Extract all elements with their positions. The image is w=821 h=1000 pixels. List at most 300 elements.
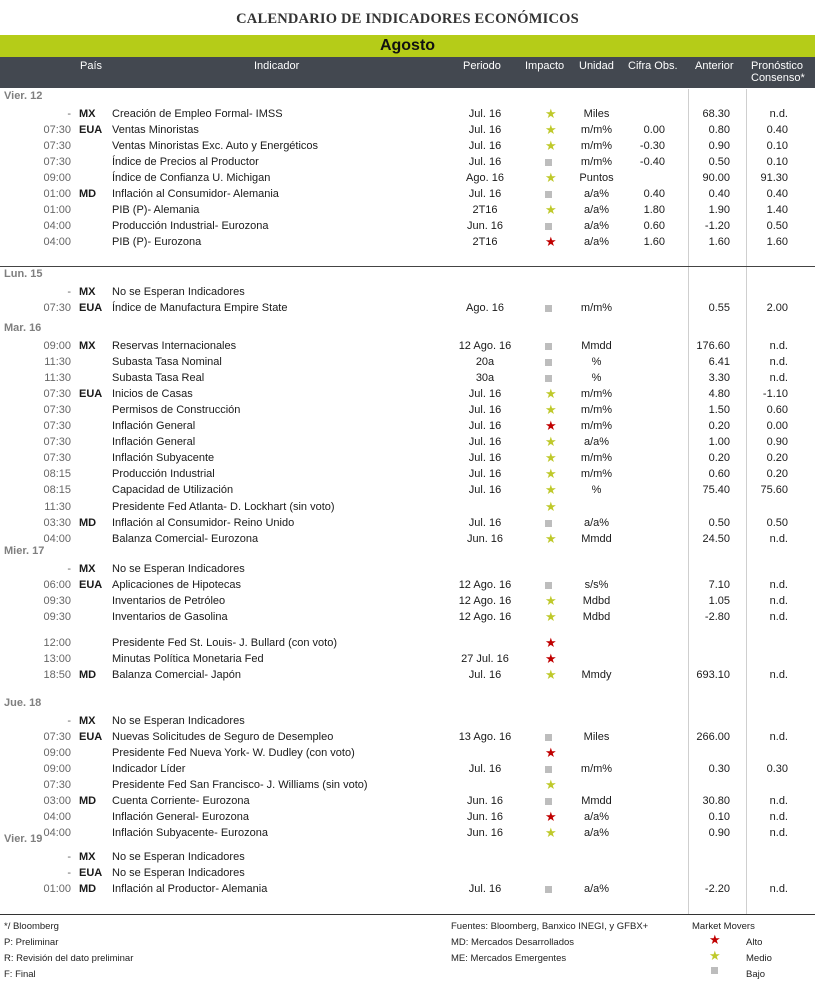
- row-indicator: Capacidad de Utilización: [112, 484, 234, 497]
- row-previous: 1.50: [708, 404, 730, 417]
- row-period: 2T16: [472, 236, 498, 249]
- row-forecast: n.d.: [769, 340, 788, 352]
- row-indicator: Producción Industrial: [112, 468, 215, 481]
- row-indicator: No se Esperan Indicadores: [112, 715, 245, 727]
- row-period: Jul. 16: [468, 516, 502, 529]
- row-period: 20a: [475, 356, 495, 369]
- table-row: 07:30 Permisos de Construcción Jul. 16 ★ m/m% 1.50 0.60: [0, 402, 815, 418]
- row-unit: Miles: [583, 731, 610, 744]
- row-indicator: No se Esperan Indicadores: [112, 851, 245, 863]
- row-previous: 1.60: [708, 236, 730, 249]
- note-revision: R: Revisión del dato preliminar: [4, 953, 134, 964]
- month-banner: Agosto: [0, 35, 815, 57]
- row-period: 30a: [475, 372, 495, 385]
- row-unit: m/m%: [580, 156, 613, 169]
- table-row: 07:30 Inflación General Jul. 16 ★ a/a% 1.00 0.90: [0, 434, 815, 450]
- header-indicator: Indicador: [254, 60, 300, 72]
- row-country: MD: [79, 795, 97, 808]
- row-country: MX: [79, 286, 96, 298]
- row-time: 11:30: [44, 500, 71, 513]
- day-label: Mier. 17: [4, 545, 45, 557]
- table-row: [0, 218, 815, 234]
- header-previous: Anterior: [695, 60, 734, 72]
- row-previous: 3.30: [708, 372, 730, 385]
- row-country: MD: [79, 883, 97, 896]
- table-row: 04:00 PIB (P)- Eurozona 2T16 ★ a/a% 1.60 1.60 1.60: [0, 234, 815, 250]
- row-forecast: 0.50: [766, 220, 788, 233]
- legend-high-icon: ★: [709, 932, 721, 947]
- row-period: Ago. 16: [466, 172, 504, 185]
- row-period: Ago. 16: [466, 302, 504, 315]
- row-indicator: Inventarios de Petróleo: [112, 595, 226, 608]
- row-indicator: Balanza Comercial- Eurozona: [112, 532, 259, 545]
- row-previous: 0.90: [708, 140, 730, 153]
- row-time: -: [67, 851, 71, 863]
- row-period: Jul. 16: [468, 669, 502, 682]
- row-indicator: No se Esperan Indicadores: [112, 286, 245, 298]
- row-period: Jun. 16: [466, 220, 504, 233]
- legend-medium-icon: ★: [709, 948, 721, 963]
- row-indicator: Inventarios de Gasolina: [112, 611, 228, 624]
- header-unit: Unidad: [579, 60, 614, 72]
- table-row: [0, 577, 815, 593]
- row-indicator: Presidente Fed Nueva York- W. Dudley (con voto): [112, 747, 355, 760]
- table-row: [0, 881, 815, 897]
- page-title: CALENDARIO DE INDICADORES ECONÓMICOS: [236, 11, 579, 27]
- row-time: 04:00: [43, 236, 71, 249]
- row-unit: a/a%: [583, 236, 610, 249]
- row-indicator: Subasta Tasa Nominal: [112, 356, 222, 369]
- row-time: 11:30: [44, 372, 71, 385]
- row-country: EUA: [79, 388, 103, 401]
- row-previous: 266.00: [696, 731, 730, 744]
- row-country: MX: [79, 108, 96, 120]
- header-forecast-sub: Consenso*: [751, 72, 805, 84]
- table-row: 04:00 Inflación General- Eurozona Jun. 16 ★ a/a% 0.10 n.d.: [0, 809, 815, 825]
- row-indicator: Inicios de Casas: [112, 388, 193, 401]
- row-unit: a/a%: [583, 827, 610, 840]
- row-country: MD: [79, 516, 97, 529]
- row-observed: 1.80: [643, 204, 665, 217]
- row-previous: 4.80: [708, 388, 730, 401]
- row-unit: m/m%: [580, 404, 613, 417]
- table-row: [0, 186, 815, 202]
- row-forecast: 91.30: [760, 172, 788, 185]
- table-row: - MX Creación de Empleo Formal- IMSS Jul. 16 ★ Miles 68.30 n.d.: [0, 106, 815, 122]
- row-observed: 0.60: [643, 220, 665, 233]
- table-row: 08:15 Producción Industrial Jul. 16 ★ m/m% 0.60 0.20: [0, 466, 815, 482]
- row-country: MX: [79, 851, 96, 863]
- row-forecast: n.d.: [769, 356, 788, 369]
- me-note: ME: Mercados Emergentes: [451, 953, 567, 964]
- row-forecast: 75.60: [760, 484, 788, 497]
- legend-title: Market Movers: [692, 921, 755, 932]
- day-label: Mar. 16: [4, 322, 42, 334]
- row-time: -: [67, 286, 71, 298]
- row-time: 11:30: [44, 356, 71, 369]
- row-time: -: [67, 563, 71, 575]
- table-row: [0, 284, 815, 300]
- row-previous: 1.00: [708, 436, 730, 449]
- row-forecast: 0.50: [766, 516, 788, 529]
- row-unit: Mmdd: [581, 795, 612, 808]
- row-previous: 0.90: [708, 827, 730, 840]
- row-previous: 693.10: [696, 669, 730, 682]
- row-period: 13 Ago. 16: [458, 731, 512, 744]
- row-forecast: n.d.: [769, 372, 788, 385]
- row-unit: m/m%: [580, 468, 613, 481]
- table-header: [0, 57, 815, 88]
- table-row: [0, 154, 815, 170]
- row-forecast: 0.30: [766, 763, 788, 776]
- row-time: -: [67, 715, 71, 727]
- row-unit: a/a%: [583, 436, 610, 449]
- row-forecast: 1.60: [766, 236, 788, 249]
- row-period: Jul. 16: [468, 420, 502, 433]
- table-row: [0, 370, 815, 386]
- footer-divider: [0, 914, 815, 915]
- row-time: 07:30: [43, 302, 71, 315]
- row-indicator: Inflación General: [112, 420, 196, 433]
- row-country: MX: [79, 563, 96, 575]
- row-forecast: 0.20: [766, 452, 788, 465]
- row-forecast: n.d.: [769, 108, 788, 120]
- row-indicator: No se Esperan Indicadores: [112, 563, 245, 575]
- row-country: MX: [79, 715, 96, 727]
- row-indicator: Reservas Internacionales: [112, 340, 237, 352]
- row-period: Jul. 16: [468, 763, 502, 776]
- table-row: 12:00 Presidente Fed St. Louis- J. Bullard (con voto) ★: [0, 635, 815, 651]
- row-period: 27 Jul. 16: [461, 653, 509, 666]
- row-unit: %: [591, 484, 602, 497]
- note-final: F: Final: [4, 969, 36, 980]
- table-row: [0, 354, 815, 370]
- row-time: 08:15: [43, 468, 71, 481]
- legend-high-label: Alto: [746, 937, 763, 948]
- table-row: 07:30 EUA Ventas Minoristas Jul. 16 ★ m/m% 0.00 0.80 0.40: [0, 122, 815, 138]
- table-row: 07:30 Inflación General Jul. 16 ★ m/m% 0.20 0.00: [0, 418, 815, 434]
- row-time: 01:00: [43, 204, 71, 217]
- row-time: 07:30: [43, 436, 71, 449]
- row-forecast: n.d.: [769, 811, 788, 824]
- row-indicator: Presidente Fed St. Louis- J. Bullard (con voto): [112, 637, 337, 650]
- table-row: 04:00 Balanza Comercial- Eurozona Jun. 16 ★ Mmdd 24.50 n.d.: [0, 531, 815, 547]
- row-forecast: n.d.: [769, 731, 788, 744]
- row-unit: Mmdd: [581, 340, 612, 352]
- row-indicator: Producción Industrial- Eurozona: [112, 220, 269, 233]
- row-period: Jul. 16: [468, 404, 502, 417]
- row-unit: m/m%: [580, 140, 613, 153]
- row-indicator: Inflación al Productor- Alemania: [112, 883, 268, 896]
- row-indicator: Balanza Comercial- Japón: [112, 669, 242, 682]
- row-previous: 0.40: [708, 188, 730, 201]
- row-unit: Miles: [583, 108, 610, 120]
- table-row: 18:50 MD Balanza Comercial- Japón Jul. 16 ★ Mmdy 693.10 n.d.: [0, 667, 815, 683]
- row-indicator: Inflación al Consumidor- Reino Unido: [112, 516, 295, 529]
- row-period: Jul. 16: [468, 436, 502, 449]
- header-impact: Impacto: [525, 60, 565, 72]
- row-previous: 0.50: [708, 516, 730, 529]
- row-time: 09:30: [43, 611, 71, 624]
- row-previous: 176.60: [696, 340, 730, 352]
- note-bloomberg: */ Bloomberg: [4, 921, 59, 932]
- row-period: 12 Ago. 16: [458, 611, 512, 624]
- table-row: 09:30 Inventarios de Petróleo 12 Ago. 16 ★ Mdbd 1.05 n.d.: [0, 593, 815, 609]
- legend-low-icon: [711, 962, 718, 977]
- row-indicator: Inflación General: [112, 436, 196, 449]
- row-observed: -0.40: [639, 156, 665, 169]
- row-forecast: 2.00: [766, 302, 788, 315]
- row-period: Jun. 16: [466, 811, 504, 824]
- row-unit: m/m%: [580, 124, 613, 137]
- table-row: [0, 300, 815, 316]
- table-row: [0, 793, 815, 809]
- row-forecast: 1.40: [766, 204, 788, 217]
- row-period: 12 Ago. 16: [458, 595, 512, 608]
- row-indicator: Índice de Confianza U. Michigan: [112, 172, 271, 185]
- row-unit: m/m%: [580, 420, 613, 433]
- row-forecast: 0.60: [766, 404, 788, 417]
- row-indicator: Inflación Subyacente- Eurozona: [112, 827, 268, 840]
- row-forecast: 0.40: [766, 188, 788, 201]
- row-previous: 0.30: [708, 763, 730, 776]
- row-previous: 0.20: [708, 452, 730, 465]
- row-period: Jun. 16: [466, 795, 504, 808]
- row-time: 07:30: [43, 779, 71, 792]
- row-time: 03:30: [43, 516, 71, 529]
- row-time: 12:00: [43, 637, 71, 650]
- table-row: 09:00 Índice de Confianza U. Michigan Ago. 16 ★ Puntos 90.00 91.30: [0, 170, 815, 186]
- row-forecast: n.d.: [769, 883, 788, 896]
- table-row: [0, 338, 815, 354]
- row-unit: m/m%: [580, 763, 613, 776]
- row-indicator: Índice de Precios al Productor: [112, 156, 259, 169]
- row-country: EUA: [79, 731, 103, 744]
- row-previous: 1.90: [708, 204, 730, 217]
- table-row: 13:00 Minutas Política Monetaria Fed 27 Jul. 16 ★: [0, 651, 815, 667]
- row-forecast: 0.10: [766, 140, 788, 153]
- row-time: -: [67, 108, 71, 120]
- row-previous: 68.30: [702, 108, 730, 120]
- row-unit: a/a%: [583, 883, 610, 896]
- row-forecast: -1.10: [762, 388, 788, 401]
- note-preliminar: P: Preliminar: [4, 937, 59, 948]
- table-row: [0, 515, 815, 531]
- row-time: 09:00: [43, 340, 71, 352]
- row-country: EUA: [79, 124, 103, 137]
- table-row: [0, 561, 815, 577]
- row-forecast: 0.00: [766, 420, 788, 433]
- row-unit: Mmdd: [581, 532, 612, 545]
- row-previous: 1.05: [708, 595, 730, 608]
- row-forecast: 0.20: [766, 468, 788, 481]
- row-time: 13:00: [43, 653, 71, 666]
- row-country: MX: [79, 340, 96, 352]
- row-unit: %: [591, 372, 602, 385]
- row-indicator: Minutas Política Monetaria Fed: [112, 653, 264, 666]
- table-row: 09:00 Presidente Fed Nueva York- W. Dudley (con voto) ★: [0, 745, 815, 761]
- table-row: [0, 849, 815, 865]
- row-period: Jul. 16: [468, 452, 502, 465]
- row-indicator: No se Esperan Indicadores: [112, 867, 245, 880]
- row-previous: 0.50: [708, 156, 730, 169]
- table-row: [0, 761, 815, 777]
- row-time: 07:30: [43, 731, 71, 744]
- row-unit: a/a%: [583, 220, 610, 233]
- row-time: 09:00: [43, 763, 71, 776]
- row-country: MD: [79, 188, 97, 201]
- row-previous: 6.41: [708, 356, 730, 369]
- section-divider: [0, 266, 815, 267]
- row-previous: 90.00: [702, 172, 730, 185]
- row-previous: 0.80: [708, 124, 730, 137]
- sources-text: Fuentes: Bloomberg, Banxico INEGI, y GFBX+: [451, 921, 649, 932]
- row-time: 07:30: [43, 140, 71, 153]
- legend-medium-label: Medio: [746, 953, 772, 964]
- row-indicator: PIB (P)- Eurozona: [112, 236, 202, 249]
- row-forecast: 0.90: [766, 436, 788, 449]
- row-period: Jul. 16: [468, 883, 502, 896]
- row-indicator: Cuenta Corriente- Eurozona: [112, 795, 250, 808]
- row-unit: Mdbd: [582, 611, 611, 624]
- row-unit: Mdbd: [582, 595, 611, 608]
- row-time: 07:30: [43, 156, 71, 169]
- row-time: 04:00: [43, 811, 71, 824]
- row-previous: 24.50: [702, 532, 730, 545]
- row-indicator: Indicador Líder: [112, 763, 186, 776]
- row-indicator: Ventas Minoristas: [112, 124, 199, 137]
- row-country: EUA: [79, 579, 103, 592]
- row-unit: m/m%: [580, 452, 613, 465]
- table-row: 07:30 Ventas Minoristas Exc. Auto y Energéticos Jul. 16 ★ m/m% -0.30 0.90 0.10: [0, 138, 815, 154]
- row-previous: -2.80: [704, 611, 730, 624]
- row-period: Jun. 16: [466, 532, 504, 545]
- row-time: 03:00: [43, 795, 71, 808]
- row-time: 07:30: [43, 452, 71, 465]
- row-observed: 0.00: [643, 124, 665, 137]
- row-forecast: n.d.: [769, 532, 788, 545]
- row-observed: 0.40: [643, 188, 665, 201]
- row-period: 12 Ago. 16: [458, 579, 512, 592]
- row-forecast: 0.10: [766, 156, 788, 169]
- row-time: 07:30: [43, 404, 71, 417]
- row-country: MD: [79, 669, 97, 682]
- row-time: 04:00: [43, 220, 71, 233]
- row-period: Jul. 16: [468, 188, 502, 201]
- row-indicator: Inflación Subyacente: [112, 452, 215, 465]
- table-row: [0, 729, 815, 745]
- table-row: [0, 713, 815, 729]
- row-time: 08:15: [43, 484, 71, 497]
- table-row: [0, 865, 815, 881]
- row-period: Jul. 16: [468, 124, 502, 137]
- row-period: Jun. 16: [466, 827, 504, 840]
- row-observed: 1.60: [643, 236, 665, 249]
- table-row: 07:30 EUA Inicios de Casas Jul. 16 ★ m/m% 4.80 -1.10: [0, 386, 815, 402]
- row-period: Jul. 16: [468, 388, 502, 401]
- row-time: 09:30: [43, 595, 71, 608]
- row-previous: 0.55: [708, 302, 730, 315]
- row-previous: -1.20: [704, 220, 730, 233]
- row-indicator: Inflación General- Eurozona: [112, 811, 249, 824]
- row-time: 09:00: [43, 747, 71, 760]
- table-row: 04:00 Inflación Subyacente- Eurozona Jun. 16 ★ a/a% 0.90 n.d.: [0, 825, 815, 841]
- table-row: 08:15 Capacidad de Utilización Jul. 16 ★ % 75.40 75.60: [0, 482, 815, 498]
- row-period: Jul. 16: [468, 484, 502, 497]
- header-observed: Cifra Obs.: [628, 60, 678, 72]
- row-indicator: Creación de Empleo Formal- IMSS: [112, 108, 283, 120]
- row-unit: %: [591, 356, 602, 369]
- row-previous: 0.20: [708, 420, 730, 433]
- row-previous: 0.10: [708, 811, 730, 824]
- header-forecast: Pronóstico: [751, 60, 803, 72]
- row-previous: 30.80: [702, 795, 730, 808]
- row-indicator: Aplicaciones de Hipotecas: [112, 579, 242, 592]
- row-indicator: Permisos de Construcción: [112, 404, 241, 417]
- md-note: MD: Mercados Desarrollados: [451, 937, 575, 948]
- row-indicator: Nuevas Solicitudes de Seguro de Desempleo: [112, 731, 334, 744]
- row-forecast: n.d.: [769, 827, 788, 840]
- row-previous: 75.40: [702, 484, 730, 497]
- day-label: Jue. 18: [4, 697, 42, 709]
- row-unit: m/m%: [580, 302, 613, 315]
- header-period: Periodo: [463, 60, 501, 72]
- table-row: 07:30 Presidente Fed San Francisco- J. Williams (sin voto) ★: [0, 777, 815, 793]
- day-label: Lun. 15: [4, 268, 43, 280]
- day-label: Vier. 12: [4, 90, 43, 102]
- row-unit: m/m%: [580, 388, 613, 401]
- legend-low-label: Bajo: [746, 969, 766, 980]
- row-period: 12 Ago. 16: [458, 340, 512, 352]
- row-previous: 0.60: [708, 468, 730, 481]
- row-unit: a/a%: [583, 516, 610, 529]
- row-forecast: n.d.: [769, 795, 788, 808]
- row-period: Jul. 16: [468, 140, 502, 153]
- row-unit: a/a%: [583, 188, 610, 201]
- row-unit: a/a%: [583, 204, 610, 217]
- row-period: Jul. 16: [468, 108, 502, 120]
- table-row: 01:00 PIB (P)- Alemania 2T16 ★ a/a% 1.80 1.90 1.40: [0, 202, 815, 218]
- row-indicator: Índice de Manufactura Empire State: [112, 302, 288, 315]
- row-time: 07:30: [43, 420, 71, 433]
- row-period: Jul. 16: [468, 468, 502, 481]
- row-indicator: PIB (P)- Alemania: [112, 204, 200, 217]
- row-forecast: 0.40: [766, 124, 788, 137]
- row-indicator: Inflación al Consumidor- Alemania: [112, 188, 279, 201]
- day-label: Vier. 19: [4, 833, 43, 845]
- header-country: País: [80, 60, 103, 72]
- row-forecast: n.d.: [769, 669, 788, 682]
- row-time: 04:00: [43, 827, 71, 840]
- row-time: 04:00: [43, 532, 71, 545]
- row-forecast: n.d.: [769, 579, 788, 592]
- row-indicator: Presidente Fed Atlanta- D. Lockhart (sin voto): [112, 500, 335, 513]
- row-time: 09:00: [43, 172, 71, 185]
- table-row: 09:30 Inventarios de Gasolina 12 Ago. 16 ★ Mdbd -2.80 n.d.: [0, 609, 815, 625]
- row-time: 07:30: [43, 124, 71, 137]
- row-previous: -2.20: [704, 883, 730, 896]
- row-unit: Puntos: [579, 172, 614, 185]
- row-time: -: [67, 867, 71, 880]
- row-time: 07:30: [43, 388, 71, 401]
- row-indicator: Presidente Fed San Francisco- J. Williams (sin voto): [112, 779, 368, 792]
- row-observed: -0.30: [639, 140, 665, 153]
- row-time: 01:00: [43, 883, 71, 896]
- row-unit: a/a%: [583, 811, 610, 824]
- row-time: 06:00: [43, 579, 71, 592]
- row-country: EUA: [79, 302, 103, 315]
- row-period: Jul. 16: [468, 156, 502, 169]
